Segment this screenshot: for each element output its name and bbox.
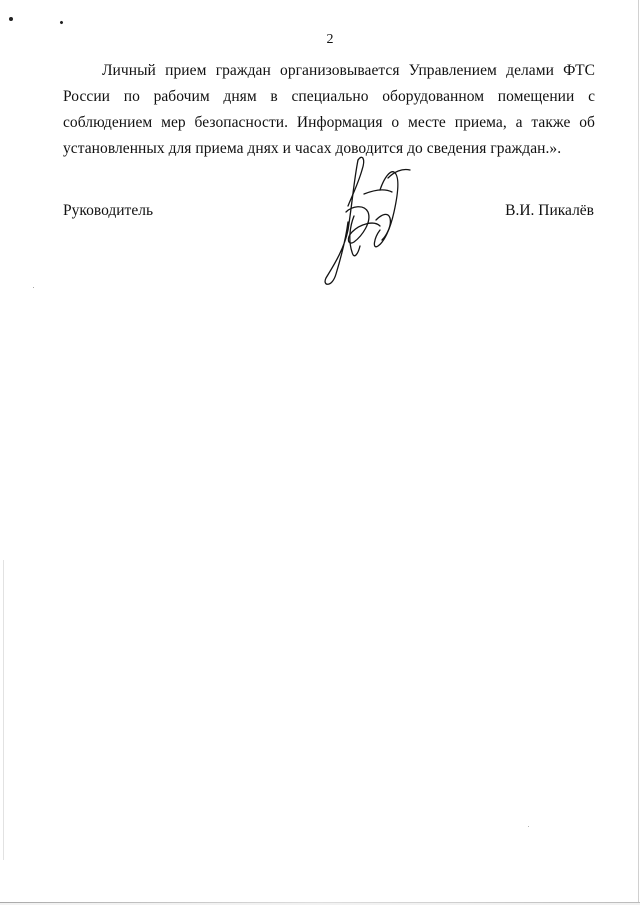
body-paragraph: Личный прием граждан организовывается Управлением делами ФТС России по рабочим дням в специально оборудованном помещении с соблюдением мер безопасности. Информация о месте приема, а также об установленных для приема днях и часах доводится до сведения граждан.». — [63, 62, 595, 157]
scan-edge-left — [3, 560, 4, 860]
scan-speck — [9, 17, 13, 21]
scan-speck — [33, 287, 34, 288]
signatory-title: Руководитель — [63, 202, 154, 219]
page-number: 2 — [326, 32, 334, 47]
signatory-name: В.И. Пикалёв — [505, 202, 594, 219]
handwritten-signature — [318, 150, 418, 290]
scan-edge-right — [638, 0, 639, 905]
scan-speck — [59, 20, 63, 24]
scan-speck — [528, 826, 529, 827]
